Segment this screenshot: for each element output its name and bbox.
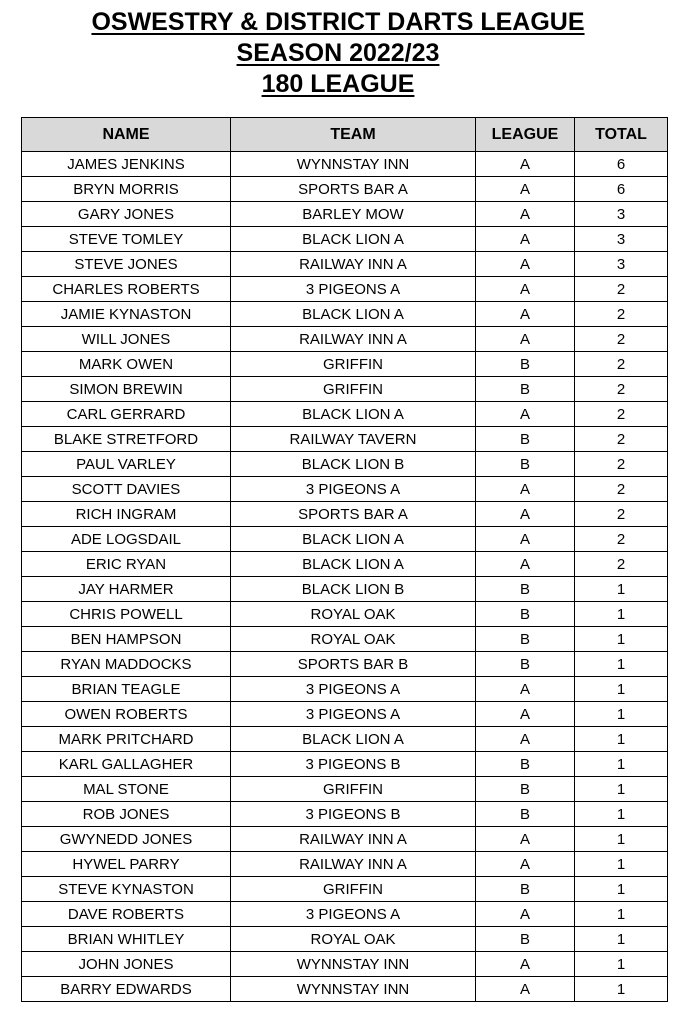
cell-league: A [476,552,575,577]
table-row [22,602,668,627]
table-row [22,502,668,527]
cell-total: 3 [575,227,668,252]
cell-name: RICH INGRAM [22,502,231,527]
cell-name: GARY JONES [22,202,231,227]
cell-name: DAVE ROBERTS [22,902,231,927]
table-row [22,652,668,677]
cell-total: 3 [575,252,668,277]
cell-name: CHRIS POWELL [22,602,231,627]
header-team: TEAM [231,118,476,152]
cell-league: A [476,527,575,552]
cell-team: GRIFFIN [231,777,476,802]
cell-league: B [476,352,575,377]
cell-name: ROB JONES [22,802,231,827]
cell-total: 3 [575,202,668,227]
cell-league: A [476,702,575,727]
cell-league: A [476,202,575,227]
cell-name: JOHN JONES [22,952,231,977]
table-row [22,452,668,477]
cell-team: GRIFFIN [231,352,476,377]
cell-total: 2 [575,527,668,552]
header-league: LEAGUE [476,118,575,152]
cell-team: WYNNSTAY INN [231,977,476,1002]
cell-league: A [476,727,575,752]
cell-total: 1 [575,577,668,602]
cell-name: MARK PRITCHARD [22,727,231,752]
cell-total: 2 [575,402,668,427]
cell-total: 1 [575,877,668,902]
cell-name: BRYN MORRIS [22,177,231,202]
table-row [22,677,668,702]
cell-league: A [476,227,575,252]
cell-name: JAY HARMER [22,577,231,602]
cell-total: 2 [575,302,668,327]
table-row [22,852,668,877]
table-row [22,552,668,577]
cell-name: STEVE KYNASTON [22,877,231,902]
cell-name: SCOTT DAVIES [22,477,231,502]
cell-name: SIMON BREWIN [22,377,231,402]
table-row [22,902,668,927]
cell-league: B [476,927,575,952]
cell-name: BRIAN WHITLEY [22,927,231,952]
cell-name: PAUL VARLEY [22,452,231,477]
cell-league: A [476,502,575,527]
cell-team: BLACK LION B [231,452,476,477]
cell-league: A [476,977,575,1002]
table-row [22,827,668,852]
cell-team: ROYAL OAK [231,927,476,952]
cell-name: BRIAN TEAGLE [22,677,231,702]
cell-league: B [476,427,575,452]
cell-league: A [476,327,575,352]
table-row [22,402,668,427]
table-row [22,977,668,1002]
cell-total: 1 [575,777,668,802]
cell-team: BLACK LION A [231,552,476,577]
cell-name: RYAN MADDOCKS [22,652,231,677]
cell-league: B [476,377,575,402]
header-name: NAME [22,118,231,152]
cell-total: 1 [575,852,668,877]
title-league-name: OSWESTRY & DISTRICT DARTS LEAGUE [91,8,585,36]
cell-league: B [476,877,575,902]
table-row [22,152,668,177]
results-table [21,117,668,1002]
cell-league: A [476,902,575,927]
cell-name: KARL GALLAGHER [22,752,231,777]
cell-name: CARL GERRARD [22,402,231,427]
cell-name: BLAKE STRETFORD [22,427,231,452]
cell-team: BARLEY MOW [231,202,476,227]
table-row [22,327,668,352]
table-row [22,227,668,252]
cell-name: MARK OWEN [22,352,231,377]
table-row [22,527,668,552]
cell-name: STEVE JONES [22,252,231,277]
cell-name: ERIC RYAN [22,552,231,577]
cell-league: A [476,302,575,327]
cell-name: WILL JONES [22,327,231,352]
cell-total: 2 [575,477,668,502]
table-row [22,427,668,452]
cell-team: RAILWAY INN A [231,852,476,877]
cell-total: 1 [575,977,668,1002]
table-row [22,702,668,727]
cell-name: MAL STONE [22,777,231,802]
cell-team: BLACK LION A [231,402,476,427]
cell-team: BLACK LION A [231,527,476,552]
cell-total: 1 [575,677,668,702]
cell-name: HYWEL PARRY [22,852,231,877]
cell-total: 2 [575,352,668,377]
table-row [22,802,668,827]
header-total: TOTAL [575,118,668,152]
cell-league: B [476,602,575,627]
cell-team: 3 PIGEONS A [231,677,476,702]
cell-team: RAILWAY INN A [231,827,476,852]
cell-league: B [476,752,575,777]
cell-team: 3 PIGEONS B [231,802,476,827]
cell-total: 1 [575,652,668,677]
cell-league: A [476,277,575,302]
table-row [22,177,668,202]
cell-name: JAMIE KYNASTON [22,302,231,327]
cell-league: A [476,952,575,977]
cell-total: 1 [575,602,668,627]
document-title [0,0,676,100]
cell-league: B [476,577,575,602]
cell-total: 1 [575,627,668,652]
cell-league: A [476,152,575,177]
cell-name: ADE LOGSDAIL [22,527,231,552]
table-row [22,927,668,952]
cell-league: B [476,802,575,827]
cell-total: 2 [575,452,668,477]
cell-total: 1 [575,702,668,727]
cell-league: A [476,677,575,702]
cell-total: 2 [575,552,668,577]
cell-team: BLACK LION A [231,227,476,252]
cell-name: CHARLES ROBERTS [22,277,231,302]
cell-league: B [476,627,575,652]
title-competition: 180 LEAGUE [261,70,415,98]
table-row [22,252,668,277]
header-row [22,118,668,152]
table-body [22,152,668,1002]
cell-league: A [476,177,575,202]
cell-team: 3 PIGEONS A [231,702,476,727]
title-season: SEASON 2022/23 [236,39,440,67]
cell-league: A [476,252,575,277]
cell-total: 1 [575,902,668,927]
cell-name: JAMES JENKINS [22,152,231,177]
cell-total: 6 [575,177,668,202]
cell-name: BEN HAMPSON [22,627,231,652]
cell-team: BLACK LION B [231,577,476,602]
cell-team: ROYAL OAK [231,627,476,652]
cell-team: RAILWAY TAVERN [231,427,476,452]
cell-team: 3 PIGEONS A [231,902,476,927]
cell-name: STEVE TOMLEY [22,227,231,252]
cell-total: 1 [575,752,668,777]
cell-total: 1 [575,802,668,827]
cell-total: 2 [575,327,668,352]
cell-total: 1 [575,827,668,852]
cell-name: GWYNEDD JONES [22,827,231,852]
cell-total: 2 [575,277,668,302]
table-row [22,202,668,227]
table-row [22,577,668,602]
cell-team: GRIFFIN [231,377,476,402]
cell-team: WYNNSTAY INN [231,152,476,177]
cell-league: A [476,402,575,427]
cell-team: BLACK LION A [231,302,476,327]
cell-name: OWEN ROBERTS [22,702,231,727]
cell-league: B [476,652,575,677]
table-row [22,727,668,752]
table-row [22,352,668,377]
table-row [22,377,668,402]
cell-total: 1 [575,927,668,952]
cell-team: SPORTS BAR B [231,652,476,677]
cell-team: RAILWAY INN A [231,252,476,277]
cell-team: GRIFFIN [231,877,476,902]
cell-total: 6 [575,152,668,177]
cell-total: 1 [575,952,668,977]
cell-team: 3 PIGEONS A [231,277,476,302]
cell-total: 2 [575,377,668,402]
cell-total: 2 [575,502,668,527]
cell-team: ROYAL OAK [231,602,476,627]
cell-team: 3 PIGEONS A [231,477,476,502]
cell-league: B [476,452,575,477]
cell-league: A [476,477,575,502]
cell-league: A [476,852,575,877]
cell-league: B [476,777,575,802]
cell-league: A [476,827,575,852]
table-row [22,302,668,327]
table-row [22,752,668,777]
cell-team: RAILWAY INN A [231,327,476,352]
table-row [22,477,668,502]
cell-team: BLACK LION A [231,727,476,752]
table-row [22,877,668,902]
cell-team: SPORTS BAR A [231,502,476,527]
cell-team: SPORTS BAR A [231,177,476,202]
cell-name: BARRY EDWARDS [22,977,231,1002]
table-row [22,627,668,652]
table-row [22,777,668,802]
cell-total: 2 [575,427,668,452]
cell-team: 3 PIGEONS B [231,752,476,777]
table-row [22,277,668,302]
cell-team: WYNNSTAY INN [231,952,476,977]
table-row [22,952,668,977]
cell-total: 1 [575,727,668,752]
